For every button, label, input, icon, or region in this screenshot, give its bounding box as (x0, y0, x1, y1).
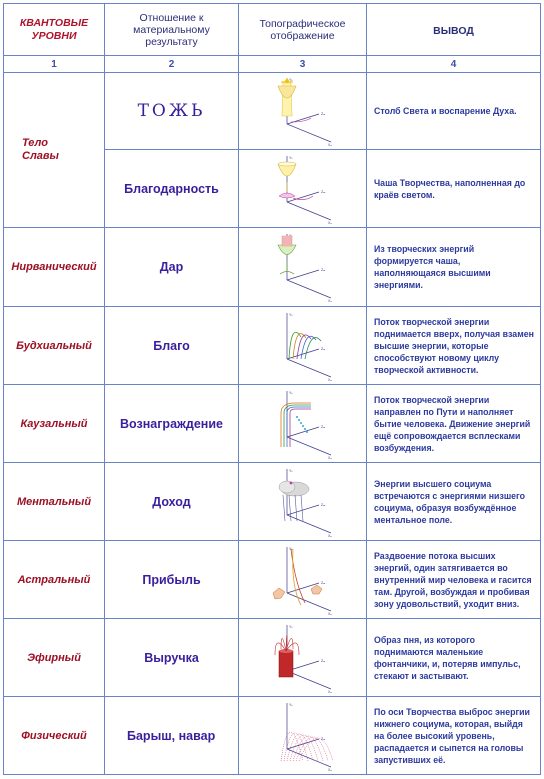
axis-label: Xₙ (327, 767, 332, 772)
topography-figure (261, 465, 345, 539)
axis-label: Xₙ (327, 455, 332, 460)
result-label: Выручка (105, 619, 239, 697)
result-label: Благо (105, 307, 239, 385)
result-label: Доход (105, 463, 239, 541)
axis-label: Zₘ (320, 736, 325, 741)
axis-label: Zₘ (320, 346, 325, 351)
topography-figure (261, 152, 345, 226)
axes-icon (287, 469, 332, 538)
bent-flow-icon (239, 385, 367, 463)
conclusion-text: Поток творческой энергии поднимается вверх, получая взамен высшие энергии, которые способствуют новому циклу творческой активности. (367, 307, 541, 385)
axis-label: Xₙ (327, 533, 332, 538)
axes-icon (287, 313, 332, 382)
axes-icon (287, 234, 332, 303)
table-row (4, 73, 541, 150)
light-pillar-chalice-icon (278, 78, 311, 122)
topography-figure (261, 543, 345, 617)
mental-cloud-icon (279, 481, 309, 521)
result-label: Прибыль (105, 541, 239, 619)
quantum-levels-table (3, 3, 541, 775)
result-label: Дар (105, 228, 239, 307)
conclusion-text: Столб Света и воспарение Духа. (367, 73, 541, 150)
axis-label: Zₘ (320, 189, 325, 194)
filled-chalice-icon (278, 162, 313, 200)
axis-label: Yₖ (288, 155, 293, 160)
result-label: Барыш, навар (105, 697, 239, 775)
conclusion-text: Чаша Творчества, наполненная до краёв светом. (367, 150, 541, 228)
axis-label: Xₙ (327, 689, 332, 694)
column-number: 1 (4, 56, 105, 73)
axis-label: Yₖ (288, 390, 293, 395)
falling-loops-icon (239, 697, 367, 775)
conclusion-text: Из творческих энергий формируется чаша, наполняющаяся высшими энергиями. (367, 228, 541, 307)
result-label: Благодарность (105, 150, 239, 228)
topography-figure (261, 387, 345, 461)
axis-label: Yₖ (288, 546, 293, 551)
axis-label: Xₙ (327, 220, 332, 225)
result-glyph: ТОЖЬ (105, 73, 239, 150)
column-number: 2 (105, 56, 239, 73)
column-number: 3 (239, 56, 367, 73)
table-row (4, 619, 541, 697)
topography-figure (261, 699, 345, 773)
header-row (4, 4, 541, 56)
axis-label: Yₖ (288, 624, 293, 629)
split-flow-icon (273, 546, 322, 605)
topography-figure (261, 230, 345, 304)
column-number-row (4, 56, 541, 73)
header-quantum-levels: КВАНТОВЫЕ УРОВНИ (4, 4, 105, 56)
level-label: Эфирный (4, 619, 105, 697)
level-label: Физический (4, 697, 105, 775)
filled-chalice-icon (239, 150, 367, 228)
axes-icon (287, 703, 332, 772)
header-relation: Отношение к материальному результату (105, 4, 239, 56)
axis-label: Yₖ (288, 312, 293, 317)
light-pillar-chalice-icon (239, 73, 367, 150)
rising-arcs-icon (239, 307, 367, 385)
level-label: Тело Славы (4, 73, 105, 228)
axis-label: Zₘ (320, 658, 325, 663)
topography-figure (261, 309, 345, 383)
axes-icon (287, 391, 332, 460)
rising-arcs-icon (289, 332, 321, 359)
axis-label: Zₘ (320, 268, 325, 272)
stump-fountain-icon (275, 635, 299, 677)
axes-icon (287, 625, 332, 694)
header-conclusion: ВЫВОД (367, 4, 541, 56)
axis-label: Yₖ (288, 78, 293, 82)
table-row (4, 307, 541, 385)
axis-label: Zₘ (320, 580, 325, 585)
header-topography: Топографическое отображение (239, 4, 367, 56)
axis-label: Xₙ (327, 143, 332, 147)
table-row (4, 541, 541, 619)
level-label: Ментальный (4, 463, 105, 541)
conclusion-text: Энергии высшего социума встречаются с энергиями низшего социума, образуя возбуждённое ментальное поле. (367, 463, 541, 541)
axis-label: Zₘ (320, 112, 325, 116)
result-label: Вознаграждение (105, 385, 239, 463)
level-label: Будхиальный (4, 307, 105, 385)
axis-label: Yₖ (288, 468, 293, 473)
conclusion-text: Образ пня, из которого поднимаются маленькие фонтанчики, и, потеряв импульс, стекают и застывают. (367, 619, 541, 697)
conclusion-text: Раздвоение потока высших энергий, один затягивается во внутренний мир человека и гасится там. Другой, возбуждая и пробивая зону удовольствий, уходит вниз. (367, 541, 541, 619)
forming-chalice-icon (239, 228, 367, 307)
table-row (4, 385, 541, 463)
table-row (4, 228, 541, 307)
conclusion-text: Поток творческой энергии направлен по Пути и наполняет бытие человека. Движение энергий ещё сопровождается всплесками возбуждения. (367, 385, 541, 463)
axis-label: Xₙ (327, 377, 332, 382)
topography-figure (261, 74, 345, 148)
mental-cloud-icon (239, 463, 367, 541)
level-label: Нирванический (4, 228, 105, 307)
axis-label: Yₖ (288, 702, 293, 707)
table-row (4, 697, 541, 775)
axis-label: Zₘ (320, 502, 325, 507)
axis-label: Zₘ (320, 424, 325, 429)
level-label: Каузальный (4, 385, 105, 463)
column-number: 4 (367, 56, 541, 73)
stump-fountain-icon (239, 619, 367, 697)
axis-label: Xₙ (327, 299, 332, 303)
split-flow-icon (239, 541, 367, 619)
axis-label: Xₙ (327, 611, 332, 616)
conclusion-text: По оси Творчества выброс энергии нижнего социума, которая, выйдя на более высокий уровень, распадается и сыпется на головы запустивших её. (367, 697, 541, 775)
topography-figure (261, 621, 345, 695)
table-row (4, 463, 541, 541)
level-label: Астральный (4, 541, 105, 619)
